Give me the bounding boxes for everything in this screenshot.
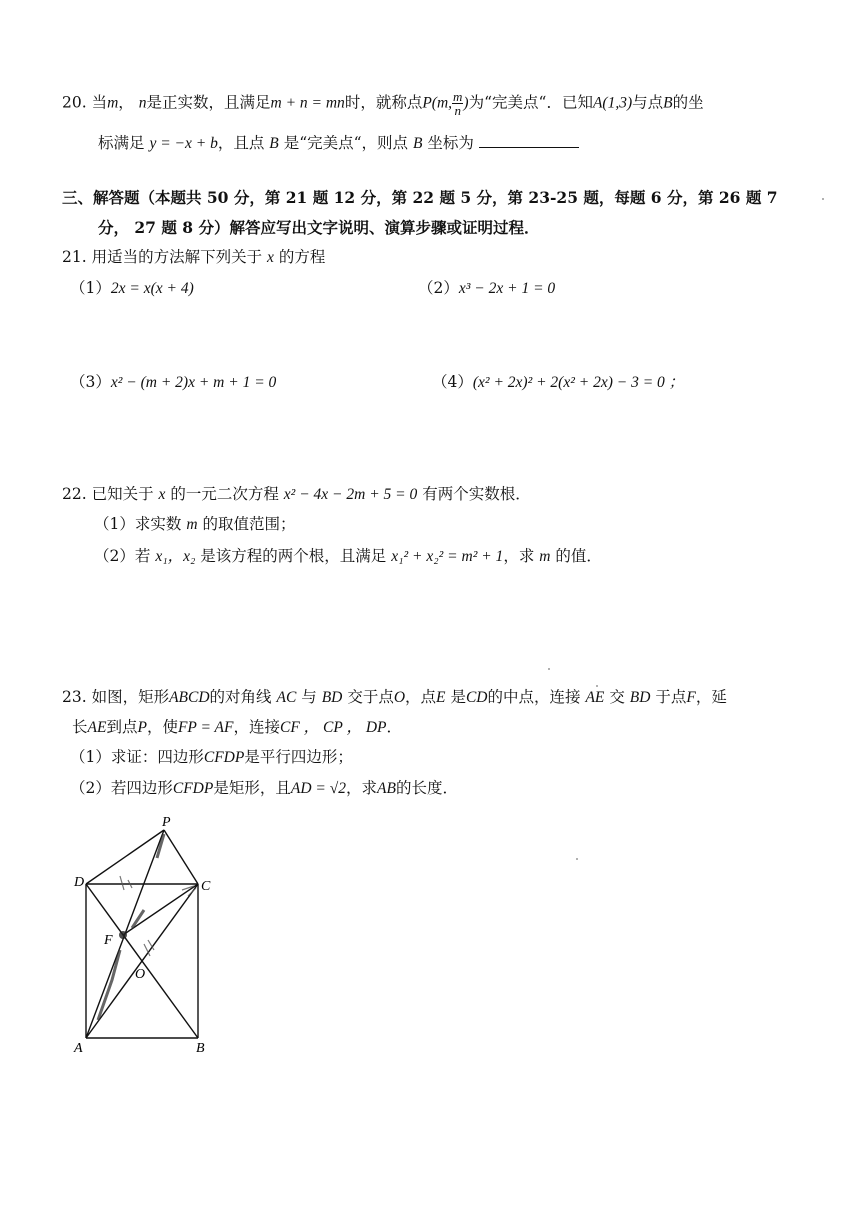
text: ．	[386, 718, 403, 736]
label-f: F	[104, 933, 113, 948]
text: 23. 如图，矩形	[62, 688, 170, 706]
point-o: O	[393, 689, 406, 706]
q21-part3	[70, 372, 276, 393]
var-m: m	[186, 516, 198, 533]
point-b: B	[663, 94, 673, 112]
pencil-mark	[120, 876, 132, 890]
text: 坐标为	[427, 134, 474, 152]
text: 是该方程的两个根，且满足	[200, 547, 387, 565]
frac-denominator: n	[454, 103, 461, 118]
q21-part1	[70, 278, 194, 299]
condition-expr: x₁² + x₂² = m² + 1	[391, 548, 504, 565]
part-label: （4）	[432, 373, 473, 391]
answer-blank[interactable]	[479, 133, 579, 148]
point-p: P	[137, 719, 147, 736]
equation: x² − 4x − 2m + 5 = 0	[283, 486, 418, 503]
text: ，连接	[233, 718, 280, 736]
equation: (x² + 2x)² + 2(x² + 2x) − 3 = 0 ；	[472, 374, 685, 391]
q20-line2	[98, 133, 579, 154]
frac-numerator: m	[453, 89, 463, 104]
label-c: C	[201, 879, 211, 894]
text: （2）若	[94, 547, 151, 565]
q22-part2	[94, 546, 602, 567]
section3-line2: 分， 27 题 8 分）解答应写出文字说明、演算步骤或证明过程．	[98, 218, 540, 237]
text: 的对角线	[209, 688, 272, 706]
pencil-mark	[98, 950, 120, 1020]
seg-cd: CD	[465, 689, 488, 706]
text: 的长度．	[395, 779, 458, 797]
point-b: B	[413, 135, 423, 152]
label-o: O	[135, 967, 146, 982]
text: ，求	[346, 779, 378, 797]
pencil-dot	[119, 931, 127, 939]
q21-part2	[418, 278, 555, 299]
point-p: P(m,	[422, 94, 453, 112]
pencil-mark	[144, 940, 154, 956]
var-m: m	[107, 94, 119, 112]
text: 是平行四边形；	[244, 748, 353, 766]
q23-line2	[72, 717, 402, 738]
point-p-close: )	[463, 94, 469, 112]
text: 与点	[632, 93, 664, 112]
text: ，使	[146, 718, 178, 736]
text: （1）求证：四边形	[70, 748, 204, 766]
seg-ae: AE	[585, 689, 605, 706]
point-e: E	[436, 689, 446, 706]
var-x: x	[158, 486, 166, 503]
text: 的取值范围；	[202, 515, 296, 533]
seg-bd: BD	[321, 689, 343, 706]
scan-speck	[548, 668, 550, 670]
label-b: B	[196, 1041, 205, 1056]
geometry-figure	[62, 810, 232, 1060]
text: 交	[609, 688, 625, 706]
equation: 2x = x(x + 4)	[110, 280, 194, 297]
q23-line1	[62, 687, 727, 708]
scan-speck	[822, 198, 824, 200]
var-n: n	[138, 94, 147, 112]
text: 的方程	[278, 248, 326, 266]
q20-line1	[62, 90, 704, 117]
line-equation: y = −x + b	[149, 135, 218, 152]
text: 于点	[655, 688, 687, 706]
q21-stem	[62, 247, 325, 268]
seg-ae: AE	[87, 719, 107, 736]
text: ，点	[405, 688, 437, 706]
roots: x₁，x₂	[155, 548, 196, 565]
q21-part4	[432, 372, 684, 393]
condition-expr: FP = AF	[177, 719, 234, 736]
quad-cfdp: CFDP	[172, 780, 214, 797]
text: 时，就称点	[344, 93, 423, 112]
equation: x³ − 2x + 1 = 0	[458, 280, 556, 297]
text: 标满足	[98, 134, 145, 152]
point-a: A(1,3)	[592, 94, 633, 112]
condition-expr: m + n = mn	[270, 94, 345, 112]
label-p: P	[162, 815, 171, 830]
text: 21. 用适当的方法解下列关于	[62, 248, 263, 266]
text: 20. 当	[62, 93, 108, 112]
seg-ac: AC	[276, 689, 297, 706]
q22-stem	[62, 484, 531, 505]
part-label: （2）	[418, 279, 459, 297]
text: 22. 已知关于	[62, 485, 154, 503]
segments: CF ， CP ， DP	[280, 719, 387, 736]
part-label: （3）	[70, 373, 111, 391]
rect-abcd: ABCD	[169, 689, 210, 706]
text: 的值．	[555, 547, 602, 565]
condition-expr: AD = √2	[290, 780, 346, 797]
text: （1）求实数	[94, 515, 182, 533]
var-m: m	[539, 548, 551, 565]
var-x: x	[267, 249, 274, 266]
section3-line1: 三、解答题（本题共 50 分，第 21 题 12 分，第 22 题 5 分，第 23-25 题，每题 6 分，第 26 题 7	[62, 188, 778, 207]
q22-part1	[94, 514, 295, 535]
scan-speck	[596, 685, 598, 687]
text: ，且点	[217, 134, 265, 152]
text: 交于点	[347, 688, 394, 706]
q23-part2	[70, 778, 458, 799]
seg-cp	[164, 830, 198, 884]
q23-part1	[70, 747, 353, 768]
point-b: B	[269, 135, 279, 152]
label-a: A	[74, 1041, 83, 1056]
equation: x² − (m + 2)x + m + 1 = 0	[110, 374, 277, 391]
text: ，	[118, 93, 134, 112]
text: 长	[72, 718, 88, 736]
text: ，求	[503, 547, 535, 565]
text: 的中点，连接	[487, 688, 581, 706]
scan-speck	[576, 858, 578, 860]
text: 为“完美点“．已知	[468, 93, 593, 112]
text: 是	[450, 688, 466, 706]
text: 到点	[106, 718, 138, 736]
text: ，延	[695, 688, 727, 706]
text: （2）若四边形	[70, 779, 173, 797]
label-d: D	[74, 875, 85, 890]
fraction-m-over-n	[452, 90, 463, 117]
quad-cfdp: CFDP	[203, 749, 245, 766]
seg-dp	[86, 830, 164, 884]
text: 与	[301, 688, 317, 706]
text: 是“完美点“，则点	[283, 134, 409, 152]
seg-ab: AB	[377, 780, 396, 797]
text: 的一元二次方程	[170, 485, 279, 503]
point-f: F	[686, 689, 696, 706]
part-label: （1）	[70, 279, 111, 297]
text: 有两个实数根．	[422, 485, 531, 503]
text: 是正实数，且满足	[146, 93, 271, 112]
seg-bd: BD	[629, 689, 651, 706]
text: 的坐	[672, 93, 704, 112]
text: 是矩形，且	[213, 779, 291, 797]
